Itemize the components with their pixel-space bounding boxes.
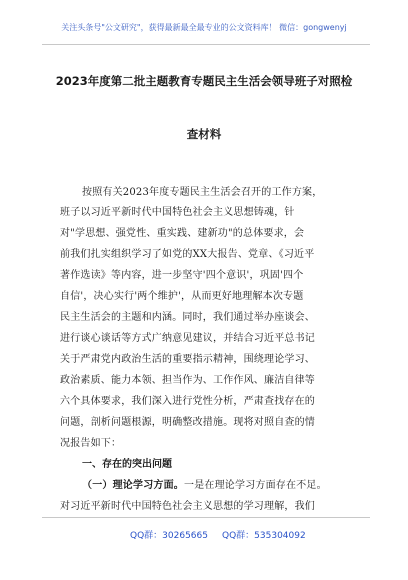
body-line: 问题，剖析问题根源，明确整改措施。现将对照自查的情: [60, 417, 315, 428]
body-line: 前我们扎实组织学习了如党的XX大报告、党章、《习近平: [60, 249, 315, 260]
footer-divider: [42, 517, 370, 518]
footer-qq-group-1: QQ群：30265665: [130, 531, 208, 541]
body-line: 关于严肃党内政治生活的重要指示精神，围绕理论学习、: [60, 354, 315, 365]
header-note: 关注头条号"公文研究"，获得最新最全最专业的公文资料库！ 微信：gongwenyj: [61, 23, 347, 32]
body-line: 按照有关2023年度专题民主生活会召开的工作方案，: [82, 187, 323, 198]
body-line: 六个具体要求，我们深入进行党性分析，严肃查找存在的: [60, 396, 315, 407]
body-line: 进行谈心谈话等方式广纳意见建议，并结合习近平总书记: [60, 333, 315, 344]
body-line: 著作选读》等内容，进一步坚守'四个意识'，巩固'四个: [60, 270, 304, 281]
subsection-text: 一是在理论学习方面存在不足。: [184, 480, 327, 491]
body-line: 对习近平新时代中国特色社会主义思想的学习理解，我们: [60, 501, 315, 512]
section-heading: 一、存在的突出问题: [82, 459, 172, 470]
document-title-line-1: 2023年度第二批主题教育专题民主生活会领导班子对照检: [55, 74, 353, 88]
header-divider: [42, 44, 370, 45]
body-line: 政治素质、能力本领、担当作为、工作作风、廉洁自律等: [60, 375, 315, 386]
body-line: 班子以习近平新时代中国特色社会主义思想铸魂，针: [60, 207, 295, 218]
subsection-line: [82, 476, 327, 491]
subsection-label: （一）理论学习方面。: [82, 480, 184, 491]
body-line: 民主生活会的主题和内涵。同时，我们通过举办座谈会、: [60, 312, 315, 323]
body-line: 自信'，决心实行'两个维护'，从而更好地理解本次专题: [60, 291, 304, 302]
document-title-line-2: 查材料: [186, 127, 222, 141]
body-line: 况报告如下：: [60, 438, 122, 449]
footer-qq-group-2: QQ群：535304092: [222, 531, 306, 541]
body-line: 对"学思想、强党性、重实践、建新功"的总体要求，会: [60, 228, 305, 239]
